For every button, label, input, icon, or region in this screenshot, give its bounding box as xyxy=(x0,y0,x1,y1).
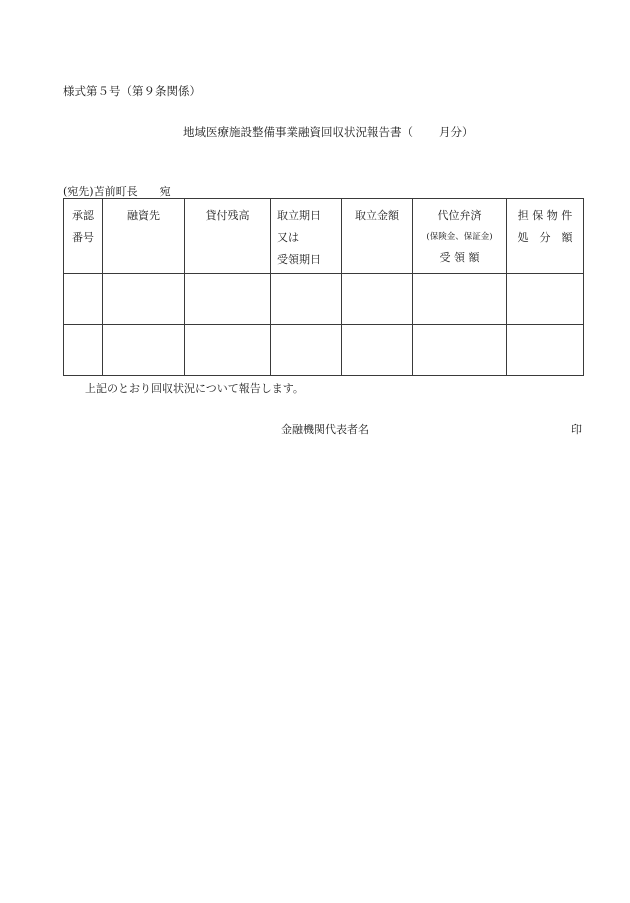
document-title-suffix: 月分） xyxy=(439,125,474,139)
header-label: 受 領 額 xyxy=(439,251,480,264)
header-collection-amount xyxy=(342,199,413,274)
table-cell[interactable] xyxy=(64,274,103,325)
table-cell[interactable] xyxy=(507,325,584,376)
header-label: 承認 xyxy=(72,209,94,222)
document-title xyxy=(183,124,474,140)
addressee xyxy=(63,183,171,199)
header-label: 受領期日 xyxy=(277,253,321,266)
table-cell[interactable] xyxy=(103,325,185,376)
table-cell[interactable] xyxy=(507,274,584,325)
table-cell[interactable] xyxy=(413,325,507,376)
header-approval-number xyxy=(64,199,103,274)
table-row xyxy=(64,325,584,376)
header-label: 処 分 額 xyxy=(517,231,573,244)
table-cell[interactable] xyxy=(185,325,271,376)
representative-label: 金融機関代表者名 xyxy=(281,423,369,436)
closing-statement: 上記のとおり回収状況について報告します。 xyxy=(85,382,304,395)
header-label: (保険金、保証金) xyxy=(426,232,493,242)
table-cell[interactable] xyxy=(413,274,507,325)
header-row xyxy=(64,199,584,274)
table-cell[interactable] xyxy=(342,325,413,376)
header-loan-balance xyxy=(185,199,271,274)
header-label: 融資先 xyxy=(127,209,160,222)
header-label: 担 保 物 件 xyxy=(517,209,573,222)
table-cell[interactable] xyxy=(342,274,413,325)
header-label: 貸付残高 xyxy=(205,209,250,222)
addressee-honorific: 宛 xyxy=(159,185,171,198)
form-number: 様式第５号（第９条関係） xyxy=(63,84,201,98)
table-cell[interactable] xyxy=(185,274,271,325)
addressee-name: (宛先)苫前町長 xyxy=(63,185,138,198)
header-collection-date xyxy=(271,199,342,274)
table-cell[interactable] xyxy=(271,325,342,376)
header-label: 取立期日 xyxy=(277,209,321,222)
report-table xyxy=(63,198,584,376)
table-cell[interactable] xyxy=(64,325,103,376)
header-label: 取立金額 xyxy=(355,209,399,222)
document-title-main: 地域医療施設整備事業融資回収状況報告書（ xyxy=(183,125,413,139)
header-subrogation xyxy=(413,199,507,274)
header-label: 又は xyxy=(277,231,299,244)
table-row xyxy=(64,274,584,325)
header-label: 代位弁済 xyxy=(437,209,482,222)
table-cell[interactable] xyxy=(103,274,185,325)
header-label: 番号 xyxy=(72,231,94,244)
table-cell[interactable] xyxy=(271,274,342,325)
header-borrower xyxy=(103,199,185,274)
seal-mark: 印 xyxy=(571,423,582,436)
header-collateral-disposal xyxy=(507,199,584,274)
